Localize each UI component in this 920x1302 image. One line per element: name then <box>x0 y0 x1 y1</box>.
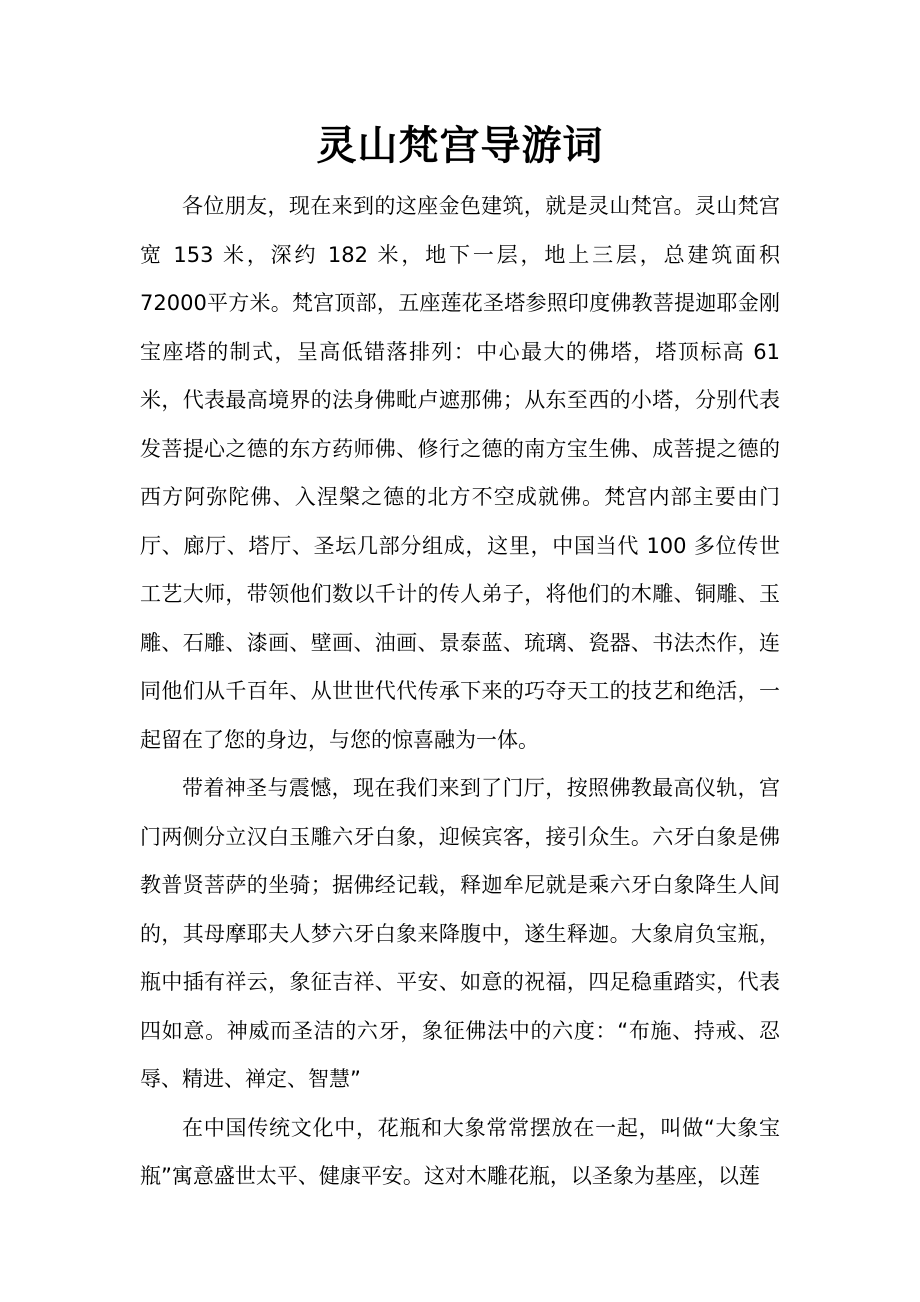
document-body <box>140 182 780 1201</box>
paragraph-1: 各位朋友，现在来到的这座金色建筑，就是灵山梵宫。灵山梵宫宽 153 米，深约 182 米，地下一层，地上三层，总建筑面积 72000平方米。梵宫顶部，五座莲花圣塔参照印度佛教菩提迦耶金刚宝座塔的制式，呈高低错落排列：中心最大的佛塔，塔顶标高 61 米，代表最高境界的法身佛毗卢遮那佛；从东至西的小塔，分别代表发菩提心之德的东方药师佛、修行之德的南方宝生佛、成菩提之德的西方阿弥陀佛、入涅槃之德的北方不空成就佛。梵宫内部主要由门厅、廊厅、塔厅、圣坛几部分组成，这里，中国当代 100 多位传世工艺大师，带领他们数以千计的传人弟子，将他们的木雕、铜雕、玉雕、石雕、漆画、壁画、油画、景泰蓝、琉璃、瓷器、书法杰作，连同他们从千百年、从世世代代传承下来的巧夺天工的技艺和绝活，一起留在了您的身边，与您的惊喜融为一体。 <box>140 194 780 752</box>
document-title: 灵山梵宫导游词 <box>316 123 604 169</box>
paragraph-2: 带着神圣与震憾，现在我们来到了门厅，按照佛教最高仪轨，宫门两侧分立汉白玉雕六牙白象，迎候宾客，接引众生。六牙白象是佛教普贤菩萨的坐骑；据佛经记载，释迦牟尼就是乘六牙白象降生人间的，其母摩耶夫人梦六牙白象来降腹中，遂生释迦。大象肩负宝瓶，瓶中插有祥云，象征吉祥、平安、如意的祝福，四足稳重踏实，代表四如意。神威而圣洁的六牙，象征佛法中的六度：“布施、持戒、忍辱、精进、禅定、智慧” <box>140 776 780 1091</box>
paragraph-3: 在中国传统文化中，花瓶和大象常常摆放在一起，叫做“大象宝瓶”寓意盛世太平、健康平安。这对木雕花瓶，以圣象为基座，以莲 <box>140 1115 780 1188</box>
